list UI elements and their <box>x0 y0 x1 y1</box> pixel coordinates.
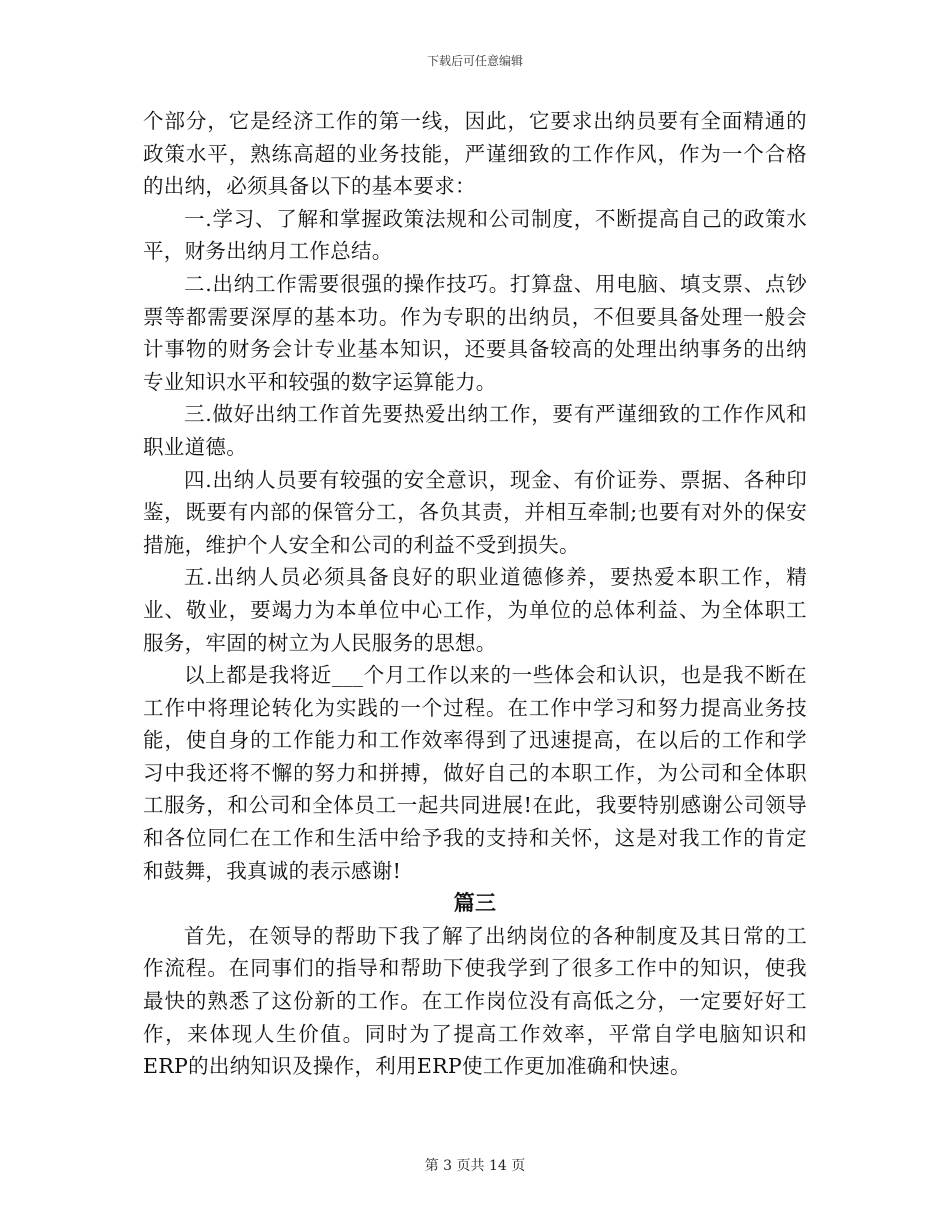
document-body <box>143 105 807 1083</box>
paragraph-item-4: 四.出纳人员要有较强的安全意识，现金、有价证券、票据、各种印鉴，既要有内部的保管分工，各负其责，并相互牵制;也要有对外的保安措施，维护个人安全和公司的利益不受到损失。 <box>143 467 807 557</box>
section-title: 篇三 <box>453 890 497 916</box>
paragraph-item-3: 三.做好出纳工作首先要热爱出纳工作，要有严谨细致的工作作风和职业道德。 <box>143 402 807 459</box>
page-header: 下载后可任意编辑 <box>426 54 523 68</box>
paragraph-intro: 个部分，它是经济工作的第一线，因此，它要求出纳员要有全面精通的政策水平，熟练高超的业务技能，严谨细致的工作作风，作为一个合格的出纳，必须具备以下的基本要求： <box>143 109 807 199</box>
page-number: 第 3 页共 14 页 <box>424 1158 526 1174</box>
paragraph-summary: 以上都是我将近___个月工作以来的一些体会和认识，也是我不断在工作中将理论转化为实践的一个过程。在工作中学习和努力提高业务技能，使自身的工作能力和工作效率得到了迅速提高，在以后的工作和学习中我还将不懈的努力和拼搏，做好自己的本职工作，为公司和全体职工服务，和公司和全体员工一起共同进展!在此，我要特别感谢公司领导和各位同仁在工作和生活中给予我的支持和关怀，这是对我工作的肯定和鼓舞，我真诚的表示感谢! <box>143 663 807 883</box>
section-paragraph: 首先，在领导的帮助下我了解了出纳岗位的各种制度及其日常的工作流程。在同事们的指导和帮助下使我学到了很多工作中的知识，使我最快的熟悉了这份新的工作。在工作岗位没有高低之分，一定要好好工作，来体现人生价值。同时为了提高工作效率，平常自学电脑知识和ERP的出纳知识及操作，利用ERP使工作更加准确和快速。 <box>143 923 807 1079</box>
paragraph-item-1: 一.学习、了解和掌握政策法规和公司制度，不断提高自己的政策水平，财务出纳月工作总结。 <box>143 206 807 264</box>
paragraph-item-5: 五.出纳人员必须具备良好的职业道德修养，要热爱本职工作，精业、敬业，要竭力为本单位中心工作，为单位的总体利益、为全体职工服务，牢固的树立为人民服务的思想。 <box>143 565 807 655</box>
paragraph-item-2: 二.出纳工作需要很强的操作技巧。打算盘、用电脑、填支票、点钞票等都需要深厚的基本功。作为专职的出纳员，不但要具备处理一般会计事物的财务会计专业基本知识，还要具备较高的处理出纳事务的出纳专业知识水平和较强的数字运算能力。 <box>143 271 807 394</box>
